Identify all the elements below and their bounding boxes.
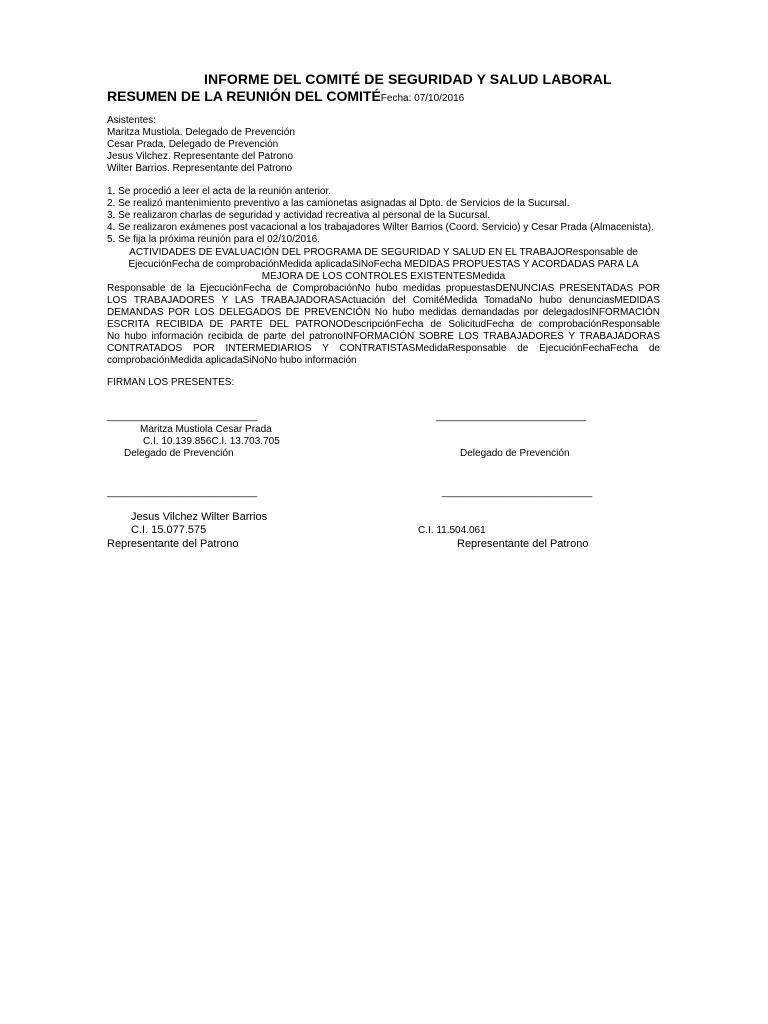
attendee-item: Wilter Barrios. Representante del Patrono (107, 163, 293, 174)
signer-role-2: Delegado de Prevención (460, 448, 570, 459)
agenda-point: 2. Se realizó mantenimiento preventivo a las camionetas asignadas al Dpto. de Servicios de la Sucursal. (107, 198, 570, 209)
meeting-date: Fecha: 07/10/2016 (380, 93, 465, 104)
signer-role-3: Representante del Patrono (107, 538, 239, 550)
signature-line-1: ___________________________ (107, 411, 258, 422)
attendees-label: Asistentes: (107, 115, 156, 126)
block-line: ACTIVIDADES DE EVALUACIÓN DEL PROGRAMA DE SEGURIDAD Y SALUD EN EL TRABAJOResponsable de (129, 247, 638, 258)
block-line: MEJORA DE LOS CONTROLES EXISTENTESMedida (261, 271, 506, 282)
attendee-item: Jesus Vilchez. Representante del Patrono (107, 151, 294, 162)
attendees-list (107, 115, 667, 175)
signature-line-2: ___________________________ (436, 411, 587, 422)
document-title: INFORME DEL COMITÉ DE SEGURIDAD Y SALUD LABORAL (204, 71, 612, 87)
signer-names-2: Jesus Vilchez Wilter Barrios (131, 511, 268, 523)
signature-line-4: ___________________________ (442, 487, 593, 498)
block-line: CONTRATADOS POR INTERMEDIARIOS Y CONTRATISTASMedidaResponsable de EjecuciónFechaFecha de (107, 343, 660, 354)
subtitle-text: RESUMEN DE LA REUNIÓN DEL COMITÉ (107, 88, 381, 104)
block-line: No hubo información recibida de parte del patronoINFORMACIÓN SOBRE LOS TRABAJADORES Y TRABAJADORAS (107, 331, 660, 342)
evaluation-block (107, 247, 660, 367)
document-subtitle (107, 88, 464, 104)
block-line: LOS TRABAJADORES Y LAS TRABAJADORASActuación del ComitéMedida TomadaNo hubo denunciasMEDIDAS (107, 295, 660, 306)
block-line: comprobaciónMedida aplicadaSiNoNo hubo información (107, 355, 357, 366)
signer-ci-4: C.I. 11.504.061 (418, 525, 486, 536)
block-line: DEMANDAS POR LOS DELEGADOS DE PREVENCIÓN No hubo medidas demandadas por delegadosINFORMACIÓN (107, 307, 660, 318)
signatures-heading: FIRMAN LOS PRESENTES: (107, 377, 235, 388)
agenda-point: 3. Se realizaron charlas de seguridad y actividad recreativa al personal de la Sucursal. (107, 210, 490, 221)
attendee-item: Maritza Mustiola. Delegado de Prevención (107, 127, 295, 138)
signer-ci-1: C.I. 10.139.856C.I. 13.703.705 (143, 436, 280, 447)
agenda-point: 5. Se fija la próxima reunión para el 02/10/2016. (107, 234, 320, 245)
agenda-point: 1. Se procedió a leer el acta de la reunión anterior. (107, 186, 332, 197)
signature-line-3: ___________________________ (107, 487, 258, 498)
signer-role-4: Representante del Patrono (457, 538, 589, 550)
block-line: Responsable de la EjecuciónFecha de ComprobaciónNo hubo medidas propuestasDENUNCIAS PRESENTADAS POR (107, 283, 660, 294)
agenda-point: 4. Se realizaron exámenes post vacacional a los trabajadores Wilter Barrios (Coord. Servicio) y Cesar Prada (Almacenista). (107, 222, 654, 233)
block-line: EjecuciónFecha de comprobaciónMedida aplicadaSiNoFecha MEDIDAS PROPUESTAS Y ACORDADAS PARA LA (128, 259, 639, 270)
signer-names-1: Maritza Mustiola Cesar Prada (140, 424, 272, 435)
signer-role-1: Delegado de Prevención (124, 448, 234, 459)
agenda-points (107, 186, 667, 246)
block-line: ESCRITA RECIBIDA DE PARTE DEL PATRONODescripciónFecha de SolicitudFecha de comprobaciónResponsable (107, 319, 660, 330)
attendee-item: Cesar Prada, Delegado de Prevención (107, 139, 279, 150)
signer-ci-3: C.I. 15.077.575 (131, 524, 207, 536)
